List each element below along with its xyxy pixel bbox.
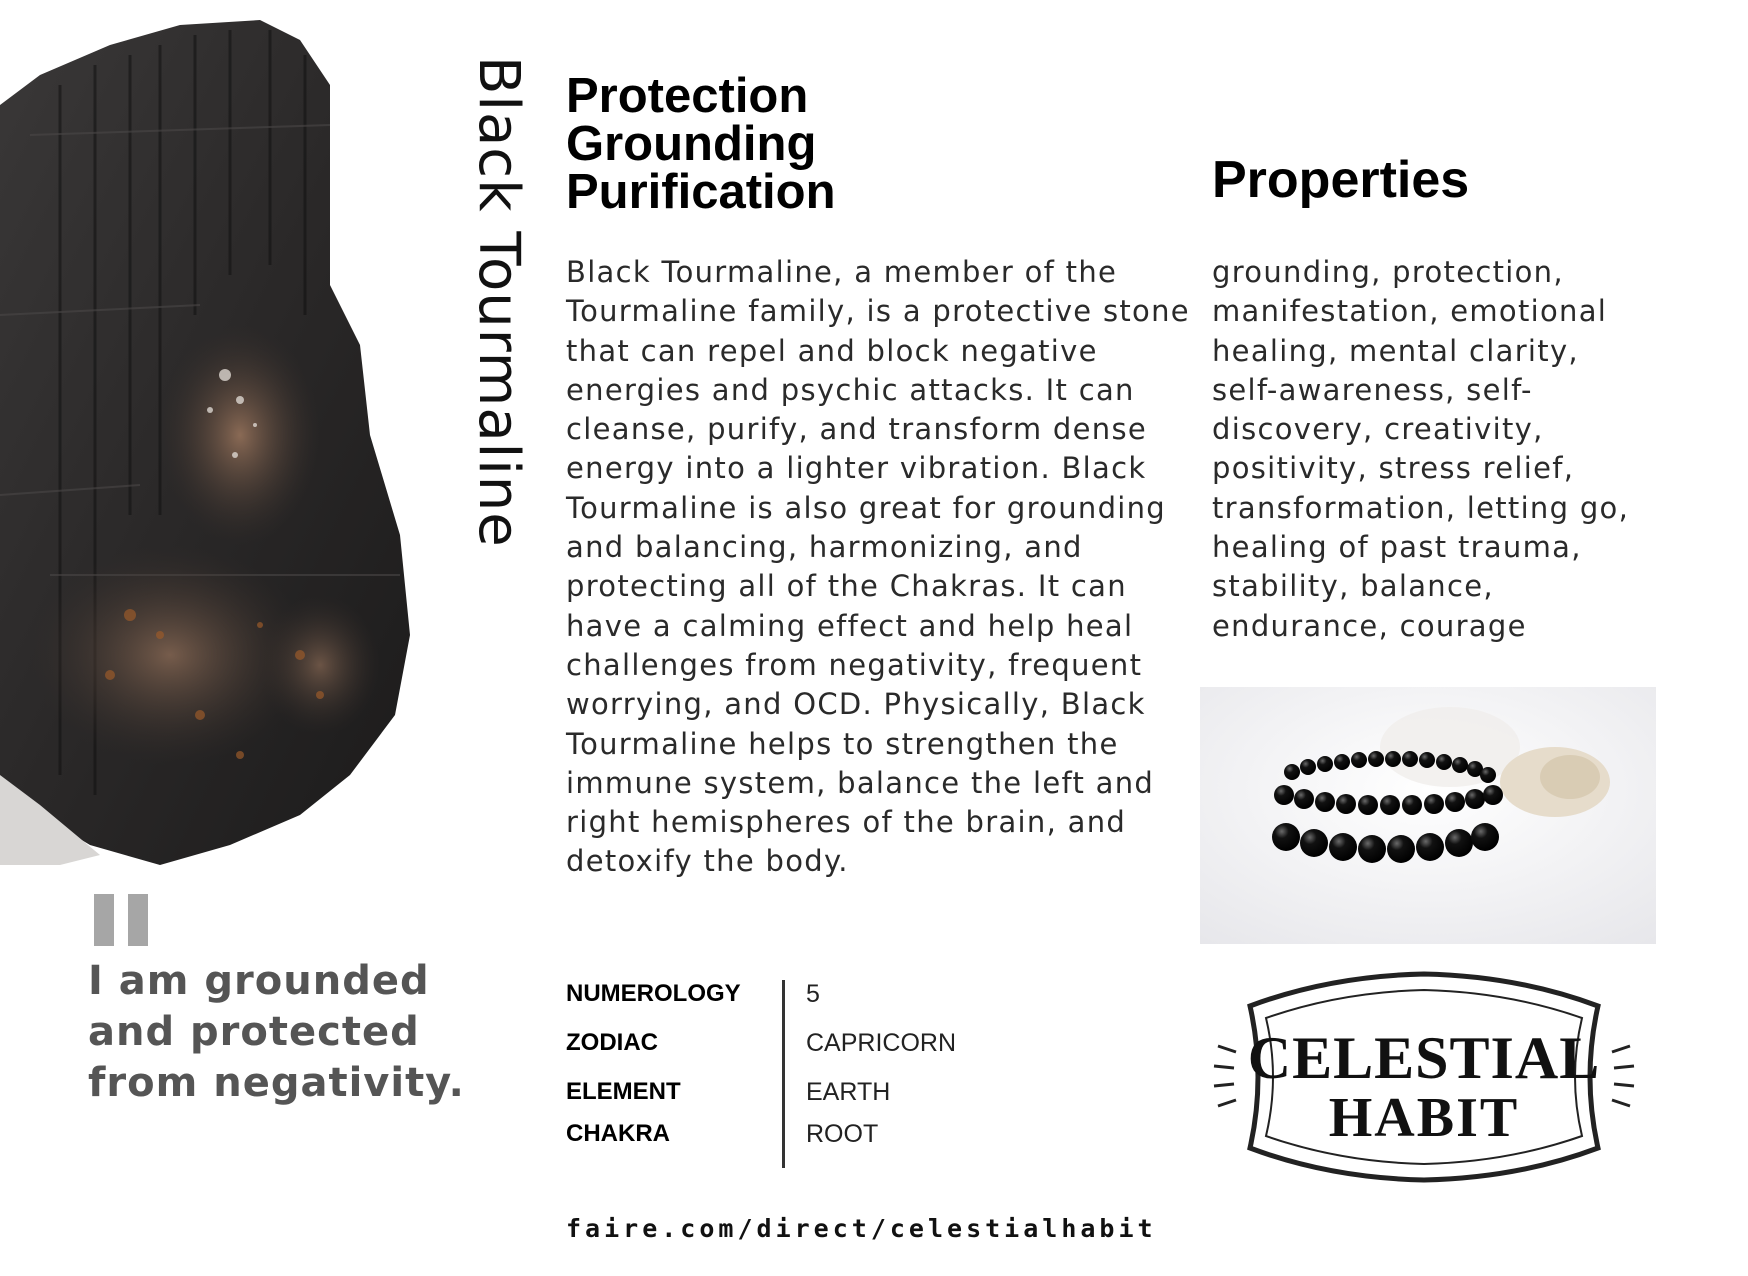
celestial-habit-logo [1210,966,1638,1188]
attr-value-numerology: 5 [806,980,820,1008]
headline-purification: Purification [566,165,836,219]
attr-label-zodiac: ZODIAC [566,1029,658,1056]
attr-value-chakra: ROOT [806,1120,879,1148]
attr-label-numerology: NUMEROLOGY [566,980,741,1007]
black-tourmaline-crystal-image [0,15,420,875]
store-url: faire.com/direct/celestialhabit [566,1214,1157,1243]
attr-label-element: ELEMENT [566,1078,681,1105]
properties-text: grounding, protection, manifestation, emotional healing, mental clarity, self-awareness, self-discovery, creativity, positivity, stress relief, transformation, letting go, healing of past trauma, stability, balance, endurance, courage [1212,255,1630,643]
properties-title: Properties [1212,151,1470,209]
attr-value-zodiac: CAPRICORN [806,1029,957,1057]
quote-mark-icon [92,894,152,946]
headline-grounding: Grounding [566,117,817,171]
attributes-divider [782,980,785,1168]
logo-text-celestial: CELESTIAL [1247,1025,1601,1091]
stone-name: Black Tourmaline [466,56,531,548]
attr-label-chakra: CHAKRA [566,1120,670,1147]
bracelet-photo [1200,687,1656,944]
description-text: Black Tourmaline, a member of the Tourmaline family, is a protective stone that can repel and block negative energies and psychic attacks. It can cleanse, purify, and transform dense energy into a lighter vibration. Black Tourmaline is also great for grounding and balancing, harmonizing, and protecting all of the Chakras. It can have a calming effect and help heal challenges from negativity, frequent worrying, and OCD. Physically, Black Tourmaline helps to strengthen the immune system, balance the left and right hemispheres of the brain, and detoxify the body. [566,255,1190,879]
attr-value-element: EARTH [806,1078,891,1106]
logo-text-habit: HABIT [1328,1087,1520,1149]
headline-protection: Protection [566,69,809,123]
affirmation-quote: I am grounded and protected from negativity. [88,958,465,1106]
vertical-title [466,56,531,706]
